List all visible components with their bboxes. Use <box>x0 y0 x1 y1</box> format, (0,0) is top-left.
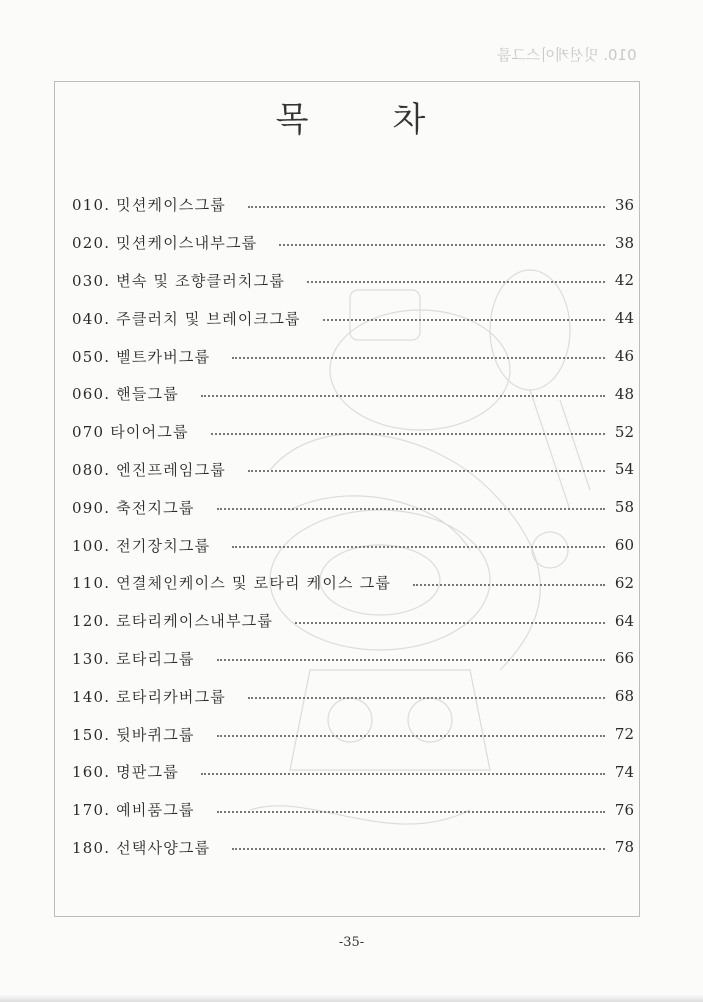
toc-entry[interactable] <box>72 224 634 262</box>
toc-entry[interactable] <box>72 299 634 337</box>
dot-leader <box>232 848 605 850</box>
toc-entry[interactable] <box>72 602 634 640</box>
page-title <box>0 92 703 141</box>
toc-entry-label: 050. 벨트카버그룹 <box>72 347 211 366</box>
dot-leader <box>248 697 605 699</box>
dot-leader <box>211 433 605 435</box>
toc-entry[interactable] <box>72 791 634 829</box>
toc-entry-page: 78 <box>614 838 634 857</box>
toc-entry-label: 160. 명판그룹 <box>72 763 179 782</box>
dot-leader <box>232 546 605 548</box>
dot-leader <box>248 470 605 472</box>
title-right-char: 차 <box>392 100 428 140</box>
toc-entry-page: 48 <box>614 384 634 403</box>
dot-leader <box>201 773 605 775</box>
page-bottom-edge <box>0 995 703 1002</box>
toc-entry[interactable] <box>72 753 634 791</box>
toc-entry[interactable] <box>72 413 634 451</box>
toc-entry-label: 080. 엔진프레임그룹 <box>72 460 226 479</box>
toc-entry-page: 46 <box>614 347 634 366</box>
toc-entry-page: 44 <box>614 309 634 328</box>
toc-entry[interactable] <box>72 375 634 413</box>
title-left-char: 목 <box>275 100 311 140</box>
dot-leader <box>217 659 605 661</box>
table-of-contents <box>72 186 634 866</box>
dot-leader <box>201 395 605 397</box>
toc-entry-label: 110. 연결체인케이스 및 로타리 케이스 그룹 <box>72 574 392 593</box>
toc-entry-label: 020. 밋션케이스내부그룹 <box>72 234 258 253</box>
dot-leader <box>295 622 605 624</box>
toc-entry-label: 010. 밋션케이스그룹 <box>72 196 226 215</box>
toc-entry-page: 58 <box>614 498 634 517</box>
dot-leader <box>248 206 605 208</box>
toc-entry-page: 74 <box>614 762 634 781</box>
toc-entry[interactable] <box>72 526 634 564</box>
toc-entry[interactable] <box>72 640 634 678</box>
dot-leader <box>217 811 605 813</box>
toc-entry[interactable] <box>72 186 634 224</box>
page-number: -35- <box>338 935 365 950</box>
toc-entry-label: 140. 로타리카버그룹 <box>72 687 226 706</box>
toc-entry-page: 72 <box>614 725 634 744</box>
toc-entry[interactable] <box>72 451 634 489</box>
toc-entry[interactable] <box>72 829 634 867</box>
toc-entry-label: 070 타이어그룹 <box>72 423 189 442</box>
toc-entry-label: 100. 전기장치그룹 <box>72 536 211 555</box>
toc-entry-label: 130. 로타리그룹 <box>72 649 195 668</box>
toc-entry[interactable] <box>72 337 634 375</box>
dot-leader <box>232 357 605 359</box>
toc-entry-page: 38 <box>614 233 634 252</box>
toc-entry-page: 66 <box>614 649 634 668</box>
toc-entry[interactable] <box>72 262 634 300</box>
toc-entry-label: 170. 예비품그룹 <box>72 801 195 820</box>
bleed-through-text: 010. 밋션케이스그룹 <box>497 46 637 64</box>
toc-entry-label: 150. 뒷바퀴그룹 <box>72 725 195 744</box>
toc-entry[interactable] <box>72 677 634 715</box>
toc-entry-label: 180. 선택사양그룹 <box>72 838 211 857</box>
toc-entry-label: 120. 로타리케이스내부그룹 <box>72 612 274 631</box>
dot-leader <box>323 319 605 321</box>
toc-entry-page: 60 <box>614 536 634 555</box>
toc-entry-label: 030. 변속 및 조향클러치그룹 <box>72 271 286 290</box>
toc-entry-page: 64 <box>614 611 634 630</box>
toc-entry-page: 52 <box>614 422 634 441</box>
toc-entry[interactable] <box>72 564 634 602</box>
dot-leader <box>413 584 605 586</box>
toc-entry-label: 060. 핸들그룹 <box>72 385 179 404</box>
dot-leader <box>307 281 605 283</box>
toc-entry[interactable] <box>72 715 634 753</box>
dot-leader <box>279 244 605 246</box>
dot-leader <box>217 508 605 510</box>
dot-leader <box>217 735 605 737</box>
toc-entry-label: 040. 주클러치 및 브레이크그룹 <box>72 309 301 328</box>
toc-entry-page: 42 <box>614 271 634 290</box>
toc-entry-page: 62 <box>614 573 634 592</box>
toc-entry-page: 76 <box>614 800 634 819</box>
toc-entry-label: 090. 축전지그룹 <box>72 498 195 517</box>
toc-entry-page: 68 <box>614 687 634 706</box>
toc-entry[interactable] <box>72 488 634 526</box>
toc-entry-page: 36 <box>614 195 634 214</box>
toc-entry-page: 54 <box>614 460 634 479</box>
